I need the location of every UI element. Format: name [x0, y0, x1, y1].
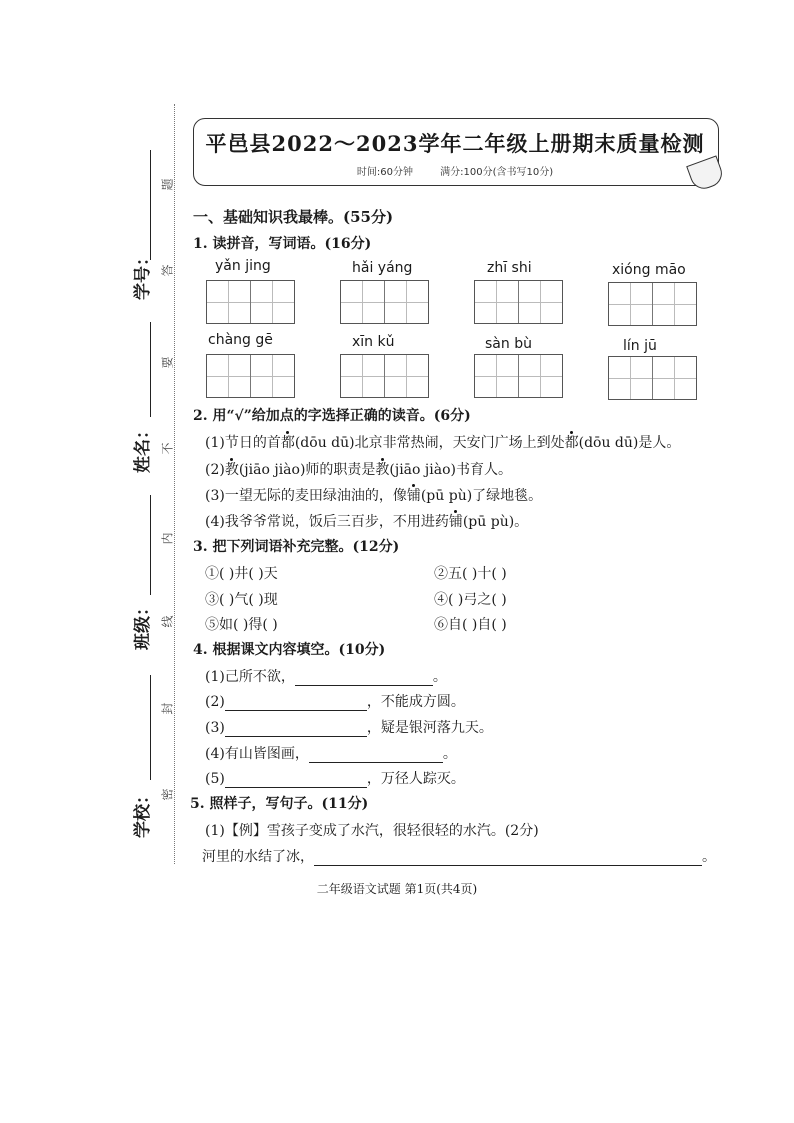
seal-char: 要	[160, 356, 175, 369]
student-number-label: 学号：	[133, 249, 153, 300]
text: (pū pù)了绿地毯。	[420, 488, 543, 504]
q2-line-1[interactable]	[205, 432, 680, 452]
binding-line-3	[150, 495, 151, 595]
idiom-blank[interactable]: ⑤如( )得( )	[205, 617, 278, 633]
seal-char: 题	[160, 178, 175, 191]
pinyin: xióng māo	[612, 262, 686, 278]
text: (4)我爷爷常说，饭后三百步，不用进药	[205, 514, 449, 530]
school-label: 学校：	[133, 787, 153, 838]
text: (jiāo jiào)师的职责是	[238, 462, 376, 478]
pinyin: lín jū	[623, 338, 657, 354]
writing-grid[interactable]	[206, 280, 295, 324]
text: 。	[442, 746, 457, 762]
seal-line	[174, 104, 175, 864]
page-footer: 二年级语文试题 第1页(共4页)	[316, 882, 478, 896]
fill-line-4[interactable]	[205, 743, 457, 763]
text: ，疑是银河落九天。	[366, 720, 493, 736]
fill-line-2[interactable]	[205, 691, 465, 711]
text: ，万径人踪灭。	[366, 771, 465, 787]
question-1-heading: 1. 读拼音，写词语。(16分)	[193, 236, 372, 252]
idiom-blank[interactable]: ④( )弓之( )	[434, 592, 507, 608]
dotted-char: 都	[564, 435, 579, 451]
question-4-heading: 4. 根据课文内容填空。(10分)	[193, 642, 386, 658]
page-title: 平邑县2022～2023学年二年级上册期末质量检测	[205, 131, 705, 156]
text: (dōu dū)北京非常热闹，天安门广场上到处	[294, 435, 565, 451]
writing-grid[interactable]	[608, 356, 697, 400]
binding-line-2	[150, 322, 151, 417]
text: (1)节日的首	[205, 435, 281, 451]
dotted-char: 教	[224, 462, 239, 478]
question-5-heading: 5. 照样子，写句子。(11分)	[190, 796, 369, 812]
seal-char: 不	[160, 442, 175, 455]
text: 。	[432, 669, 447, 685]
pinyin: chàng gē	[208, 332, 273, 348]
writing-grid[interactable]	[340, 354, 429, 398]
seal-char: 内	[160, 532, 175, 545]
writing-grid[interactable]	[474, 280, 563, 324]
q2-line-3[interactable]	[205, 485, 542, 505]
seal-char: 线	[160, 615, 175, 628]
idiom-blank[interactable]: ②五( )十( )	[434, 566, 507, 582]
text: (pū pù)。	[462, 514, 529, 530]
answer-blank[interactable]	[225, 773, 367, 788]
pinyin: sàn bù	[485, 336, 532, 352]
exam-score: 满分:100分(含书写10分)	[440, 167, 554, 178]
pinyin: xīn kǔ	[352, 334, 395, 350]
class-label: 班级：	[133, 599, 153, 650]
writing-grid[interactable]	[206, 354, 295, 398]
seal-char: 封	[160, 702, 175, 715]
dotted-char: 铺	[448, 514, 463, 530]
text: (5)	[205, 771, 225, 787]
text: (dōu dū)是人。	[578, 435, 681, 451]
seal-char: 密	[160, 788, 175, 801]
dotted-char: 都	[280, 435, 295, 451]
seal-char: 答	[160, 264, 175, 277]
dotted-char: 教	[375, 462, 390, 478]
binding-line-4	[150, 675, 151, 780]
text: (1)己所不欲，	[205, 669, 295, 685]
q2-line-2[interactable]	[205, 459, 512, 479]
answer-blank[interactable]	[314, 851, 702, 866]
text: (jiāo jiào)书育人。	[389, 462, 512, 478]
writing-grid[interactable]	[608, 282, 697, 326]
text: 河里的水结了冰，	[202, 849, 314, 865]
binding-line-1	[150, 150, 151, 260]
idiom-blank[interactable]: ③( )气( )现	[205, 592, 278, 608]
idiom-blank[interactable]: ⑥自( )自( )	[434, 617, 507, 633]
fill-line-5[interactable]	[205, 768, 465, 788]
text: (3)一望无际的麦田绿油油的，像	[205, 488, 407, 504]
text: ，不能成方圆。	[366, 694, 465, 710]
text: (2)	[205, 694, 225, 710]
answer-blank[interactable]	[225, 722, 367, 737]
q5-answer-line[interactable]	[202, 846, 716, 866]
exam-info	[193, 163, 717, 178]
idiom-blank[interactable]: ①( )井( )天	[205, 566, 278, 582]
text: (3)	[205, 720, 225, 736]
answer-blank[interactable]	[309, 748, 443, 763]
dotted-char: 铺	[406, 488, 421, 504]
name-label: 姓名：	[133, 422, 153, 473]
answer-blank[interactable]	[295, 671, 433, 686]
pinyin: zhī shi	[487, 260, 532, 276]
q2-line-4[interactable]	[205, 511, 528, 531]
writing-grid[interactable]	[340, 280, 429, 324]
pinyin: hǎi yáng	[352, 260, 413, 276]
section-heading: 一、基础知识我最棒。(55分)	[193, 208, 394, 226]
fill-line-3[interactable]	[205, 717, 493, 737]
question-2-heading: 2. 用“√”给加点的字选择正确的读音。(6分)	[193, 408, 471, 424]
writing-grid[interactable]	[474, 354, 563, 398]
pinyin: yǎn jing	[215, 258, 271, 274]
text: (2)	[205, 462, 225, 478]
q5-example: (1)【例】雪孩子变成了水汽，很轻很轻的水汽。(2分)	[205, 823, 539, 839]
fill-line-1[interactable]	[205, 666, 447, 686]
text: 。	[702, 849, 716, 865]
text: (4)有山皆图画，	[205, 746, 309, 762]
question-3-heading: 3. 把下列词语补充完整。(12分)	[193, 539, 400, 555]
answer-blank[interactable]	[225, 696, 367, 711]
exam-time: 时间:60分钟	[356, 167, 413, 178]
